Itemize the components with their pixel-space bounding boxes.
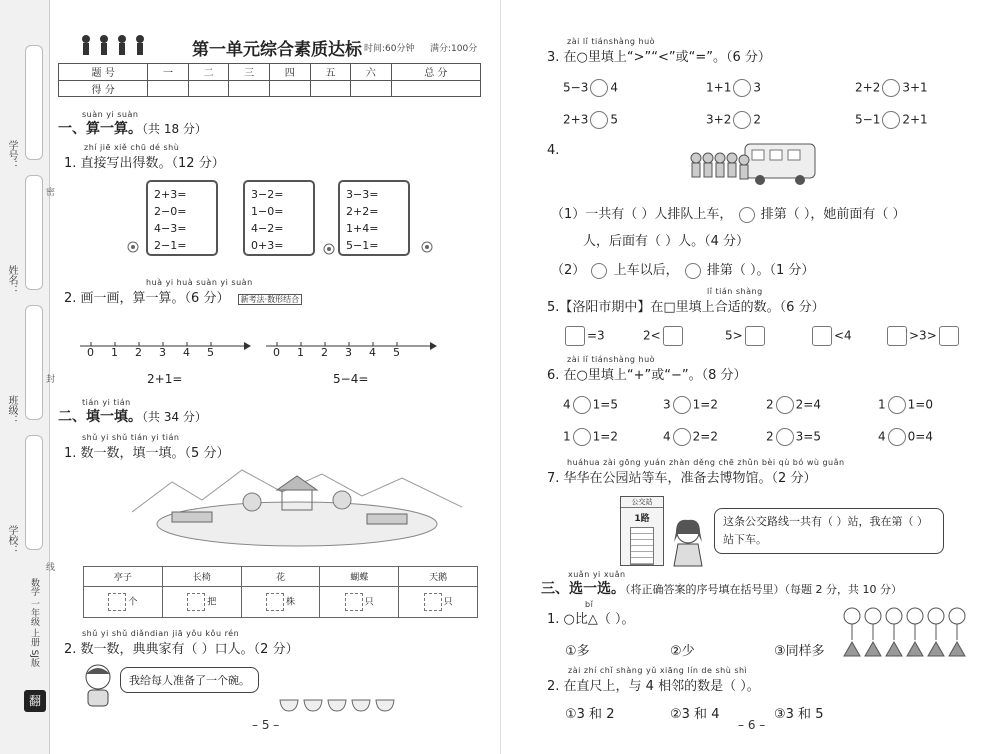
pinyin: tián yi tián	[82, 398, 131, 407]
fill-item	[643, 326, 685, 346]
pinyin: xuǎn yi xuǎn	[568, 570, 626, 579]
expr-right: 4	[610, 80, 618, 95]
answer-square[interactable]	[745, 326, 765, 346]
score-header-cell: 五	[310, 64, 351, 81]
q4a-part2: 排第（ ），她前面有（ ）	[760, 207, 906, 222]
bus-queue-illustration	[690, 142, 818, 188]
flower-icon	[416, 236, 438, 258]
count-header: 长椅	[162, 567, 241, 587]
question-2-5: 5.【洛阳市期中】在□里填上合适的数。（6 分）	[547, 300, 825, 315]
question-3-2: 2. 在直尺上，与 4 相邻的数是（ ）。	[547, 679, 760, 694]
answer-square[interactable]	[812, 326, 832, 346]
circles-triangles-diagram	[842, 606, 970, 658]
answer-square[interactable]	[565, 326, 585, 346]
answer-circle[interactable]	[888, 396, 906, 414]
flower-icon	[318, 238, 340, 260]
question-2-6: 6. 在○里填上“+”或“−”。（8 分）	[547, 368, 747, 383]
score-input-cell[interactable]	[148, 80, 189, 97]
score-input-cell[interactable]	[229, 80, 270, 97]
sign-item	[878, 396, 933, 414]
fill-text: <4	[834, 328, 852, 343]
score-header-cell: 题 号	[59, 64, 148, 81]
student-id-label: 学号：	[6, 140, 17, 170]
pinyin: zài lǐ tiánshàng huò	[567, 355, 656, 364]
compare-item	[563, 111, 618, 129]
section-1-points: （共 18 分）	[142, 122, 207, 136]
fill-text: =3	[587, 328, 605, 343]
score-row-label: 得 分	[59, 80, 148, 97]
fill-text: 2<	[643, 328, 661, 343]
score-header-cell: 一	[148, 64, 189, 81]
name-label: 姓名：	[6, 265, 17, 295]
question-2-1: 1. 数一数，填一填。（5 分）	[64, 446, 230, 461]
pinyin: zài zhí chǐ shàng yǔ xiāng lín de shù shì	[568, 666, 748, 675]
score-header-cell: 六	[351, 64, 392, 81]
count-header: 蝴蝶	[320, 567, 399, 587]
tick-label: 4	[183, 346, 190, 359]
question-1-1: 1. 直接写出得数。（12 分）	[64, 156, 225, 171]
question-2-4-2	[551, 259, 814, 279]
pinyin: shǔ yi shǔ diǎndian jiā yǒu kǒu rén	[82, 629, 240, 638]
expr-left: 4	[663, 429, 671, 444]
section-2-points: （共 34 分）	[142, 410, 207, 424]
expr-left: 1	[878, 397, 886, 412]
equation-2[interactable]: 5−4=	[333, 372, 369, 386]
answer-circle[interactable]	[673, 428, 691, 446]
answer-circle[interactable]	[733, 111, 751, 129]
option-2[interactable]: ②3 和 4	[670, 707, 720, 722]
girl-character-icon	[668, 518, 708, 568]
pinyin: zài lǐ tiánshàng huò	[567, 37, 656, 46]
park-scene-illustration	[132, 462, 462, 552]
compare-item	[855, 111, 928, 129]
section-1-heading	[58, 118, 207, 138]
tick-label: 2	[135, 346, 142, 359]
calc-item[interactable]: 1−0=	[251, 205, 284, 218]
answer-square[interactable]	[939, 326, 959, 346]
option-1[interactable]: ①多	[565, 644, 590, 659]
section-3-instructions: （将正确答案的序号填在括号里）（每题 2 分，共 10 分）	[625, 583, 902, 596]
unit: 株	[285, 597, 295, 608]
tick-label: 1	[111, 346, 118, 359]
answer-circle[interactable]	[776, 428, 794, 446]
tick-label: 4	[369, 346, 376, 359]
answer-square[interactable]	[887, 326, 907, 346]
score-header-cell: 四	[269, 64, 310, 81]
name-box[interactable]	[25, 175, 43, 290]
calc-item[interactable]: 1+4=	[346, 222, 379, 235]
school-box[interactable]	[25, 435, 43, 550]
answer-grid[interactable]	[266, 593, 284, 611]
calc-item[interactable]: 2+3=	[154, 188, 187, 201]
student-id-box[interactable]	[25, 45, 43, 160]
calc-item[interactable]: 4−2=	[251, 222, 284, 235]
expr-left: 5−1	[855, 112, 881, 127]
expr-left: 4	[563, 397, 571, 412]
answer-circle[interactable]	[882, 111, 900, 129]
expr-right: 0=4	[907, 429, 933, 444]
full-score: 满分:100分	[430, 44, 478, 54]
score-input-cell[interactable]	[391, 80, 480, 97]
bus-stop-sign	[620, 496, 664, 566]
calc-item[interactable]: 2−0=	[154, 205, 187, 218]
pinyin: bǐ	[585, 600, 594, 609]
score-input-cell[interactable]	[351, 80, 392, 97]
answer-circle[interactable]	[776, 396, 794, 414]
book-info: 数学 一年级 上册 SJ版	[29, 578, 39, 667]
tick-label: 2	[321, 346, 328, 359]
expr-right: 5	[610, 112, 618, 127]
answer-circle[interactable]	[733, 79, 751, 97]
flower-icon	[122, 236, 144, 258]
pinyin: shǔ yi shǔ tián yi tián	[82, 433, 180, 442]
section-2-title: 二、填一填。	[58, 409, 142, 425]
expr-right: 1=2	[592, 429, 618, 444]
expr-right: 3+1	[902, 80, 928, 95]
question-2-7: 7. 华华在公园站等车，准备去博物馆。（2 分）	[547, 471, 817, 486]
expr-left: 3	[663, 397, 671, 412]
kids-decoration-icon	[78, 34, 150, 60]
option-1[interactable]: ①3 和 2	[565, 707, 615, 722]
expr-left: 4	[878, 429, 886, 444]
fill-item	[810, 326, 852, 346]
fill-text: >3>	[909, 328, 937, 343]
score-input-cell[interactable]	[310, 80, 351, 97]
unit: 把	[207, 597, 217, 608]
sign-item	[766, 428, 821, 446]
sign-item	[878, 428, 933, 446]
tick-label: 1	[297, 346, 304, 359]
calc-item[interactable]: 2−1=	[154, 239, 187, 252]
publisher-logo: 翻	[24, 690, 46, 712]
unit: 只	[364, 597, 374, 608]
girl-icon	[739, 207, 755, 223]
calc-item[interactable]: 3−3=	[346, 188, 379, 201]
expr-left: 2	[766, 429, 774, 444]
expr-left: 3+2	[706, 112, 732, 127]
calc-card	[146, 180, 218, 256]
unit: 个	[128, 597, 138, 608]
class-box[interactable]	[25, 305, 43, 420]
question-2-3: 3. 在○里填上“>”“<”或“=”。（6 分）	[547, 50, 771, 65]
compare-item	[706, 79, 761, 97]
score-header-cell: 三	[229, 64, 270, 81]
score-input-cell[interactable]	[269, 80, 310, 97]
question-2-4-1	[551, 203, 905, 223]
calc-card	[243, 180, 315, 256]
seal-mark-mi: 密	[46, 188, 56, 198]
question-2-4-1-cont: 人，后面有（ ）人。（4 分）	[583, 234, 750, 249]
tick-label: 3	[345, 346, 352, 359]
sign-item	[766, 396, 821, 414]
q4b-label: （2）	[551, 263, 586, 278]
q4b-part1: 上车以后，	[613, 263, 679, 278]
answer-circle[interactable]	[882, 79, 900, 97]
tick-label: 0	[87, 346, 94, 359]
answer-circle[interactable]	[673, 396, 691, 414]
q4b-part2: 排第（ ）。（1 分）	[706, 263, 815, 278]
score-header-cell: 总 分	[391, 64, 480, 81]
tick-label: 0	[273, 346, 280, 359]
answer-grid[interactable]	[187, 593, 205, 611]
number-line-2-ticks	[262, 346, 437, 360]
answer-circle[interactable]	[573, 396, 591, 414]
sign-item	[663, 428, 718, 446]
question-1-2	[64, 287, 302, 306]
speech-bubble: 这条公交路线一共有（ ）站，我在第（ ）站下车。	[714, 508, 944, 554]
time-limit: 时间:60分钟	[364, 44, 415, 54]
expr-right: 1=2	[692, 397, 718, 412]
expr-right: 1=5	[592, 397, 618, 412]
expr-right: 2=4	[795, 397, 821, 412]
pinyin: suàn yi suàn	[82, 110, 139, 119]
boy-icon	[591, 263, 607, 279]
tick-label: 3	[159, 346, 166, 359]
answer-circle[interactable]	[888, 428, 906, 446]
number-line-1-ticks	[76, 346, 251, 360]
section-1-title: 一、算一算。	[58, 121, 142, 137]
calc-item[interactable]: 4−3=	[154, 222, 187, 235]
count-table	[83, 566, 478, 618]
fill-item	[725, 326, 767, 346]
expr-left: 2	[766, 397, 774, 412]
bowls-icon	[278, 696, 398, 714]
boy-character-icon	[78, 662, 118, 708]
option-2[interactable]: ②少	[670, 644, 695, 659]
calc-item[interactable]: 3−2=	[251, 188, 284, 201]
fill-text: 5>	[725, 328, 743, 343]
route-stops-list	[630, 527, 654, 565]
equation-1[interactable]: 2+1=	[147, 372, 183, 386]
binding-margin	[0, 0, 56, 754]
score-table	[58, 63, 481, 97]
answer-grid[interactable]	[424, 593, 442, 611]
expr-right: 2=2	[692, 429, 718, 444]
answer-grid[interactable]	[108, 593, 126, 611]
count-header: 亭子	[84, 567, 163, 587]
school-label: 学校：	[6, 525, 17, 555]
expr-right: 3	[753, 80, 761, 95]
expr-right: 2	[753, 112, 761, 127]
section-3-heading	[541, 578, 902, 598]
calc-item[interactable]: 0+3=	[251, 239, 284, 252]
seal-mark-feng: 封	[46, 375, 56, 385]
speech-bubble: 我给每人准备了一个碗。	[120, 667, 259, 693]
pinyin: huáhua zài gōng yuán zhàn děng chē zhǔn bèi qù bó wù guǎn	[567, 458, 845, 467]
answer-square[interactable]	[663, 326, 683, 346]
answer-grid[interactable]	[345, 593, 363, 611]
expr-left: 1+1	[706, 80, 732, 95]
unit: 只	[443, 597, 453, 608]
expr-left: 2+3	[563, 112, 589, 127]
page-title: 第一单元综合素质达标	[192, 40, 362, 60]
pinyin: huà yi huà suàn yi suàn	[146, 278, 253, 287]
count-header: 天鹅	[399, 567, 478, 587]
score-header-cell: 二	[188, 64, 229, 81]
answer-circle[interactable]	[590, 79, 608, 97]
seal-mark-xian: 线	[46, 563, 56, 573]
expr-right: 1=0	[907, 397, 933, 412]
section-3-title: 三、选一选。	[541, 581, 625, 597]
compare-item	[706, 111, 761, 129]
expr-left: 2+2	[855, 80, 881, 95]
bus-stop-title: 公交站	[621, 497, 663, 508]
q4a-part1: （1）一共有（ ）人排队上车，	[551, 207, 733, 222]
question-1-2-text: 2. 画一画，算一算。（6 分）	[64, 291, 230, 306]
question-3-1: 1. ○比△（ ）。	[547, 612, 635, 627]
expr-left: 1	[563, 429, 571, 444]
section-2-heading	[58, 406, 207, 426]
calc-item[interactable]: 5−1=	[346, 239, 379, 252]
answer-circle[interactable]	[590, 111, 608, 129]
compare-item	[855, 79, 928, 97]
page-number-right: – 6 –	[738, 718, 766, 732]
question-2-4-number: 4.	[547, 143, 560, 158]
page-fold	[500, 0, 501, 754]
tick-label: 5	[393, 346, 400, 359]
answer-circle[interactable]	[573, 428, 591, 446]
class-label: 班级：	[6, 395, 17, 425]
girl-icon	[685, 263, 701, 279]
fill-item	[563, 326, 605, 346]
option-3[interactable]: ③3 和 5	[774, 707, 824, 722]
sign-item	[563, 428, 618, 446]
pinyin: zhí jiē xiě chū dé shù	[84, 143, 180, 152]
question-2-2: 2. 数一数，典典家有（ ）口人。（2 分）	[64, 642, 299, 657]
expr-left: 5−3	[563, 80, 589, 95]
calc-card	[338, 180, 410, 256]
pinyin: lǐ tián shàng	[707, 287, 763, 296]
new-method-tag: 新考法·数形结合	[238, 294, 303, 305]
score-input-cell[interactable]	[188, 80, 229, 97]
count-header: 花	[241, 567, 320, 587]
tick-label: 5	[207, 346, 214, 359]
option-3[interactable]: ③同样多	[774, 644, 825, 659]
calc-item[interactable]: 2+2=	[346, 205, 379, 218]
sign-item	[663, 396, 718, 414]
expr-right: 2+1	[902, 112, 928, 127]
fill-item	[885, 326, 961, 346]
page-number-left: – 5 –	[252, 718, 280, 732]
compare-item	[563, 79, 618, 97]
sign-item	[563, 396, 618, 414]
expr-right: 3=5	[795, 429, 821, 444]
bus-route: 1路	[634, 514, 650, 524]
